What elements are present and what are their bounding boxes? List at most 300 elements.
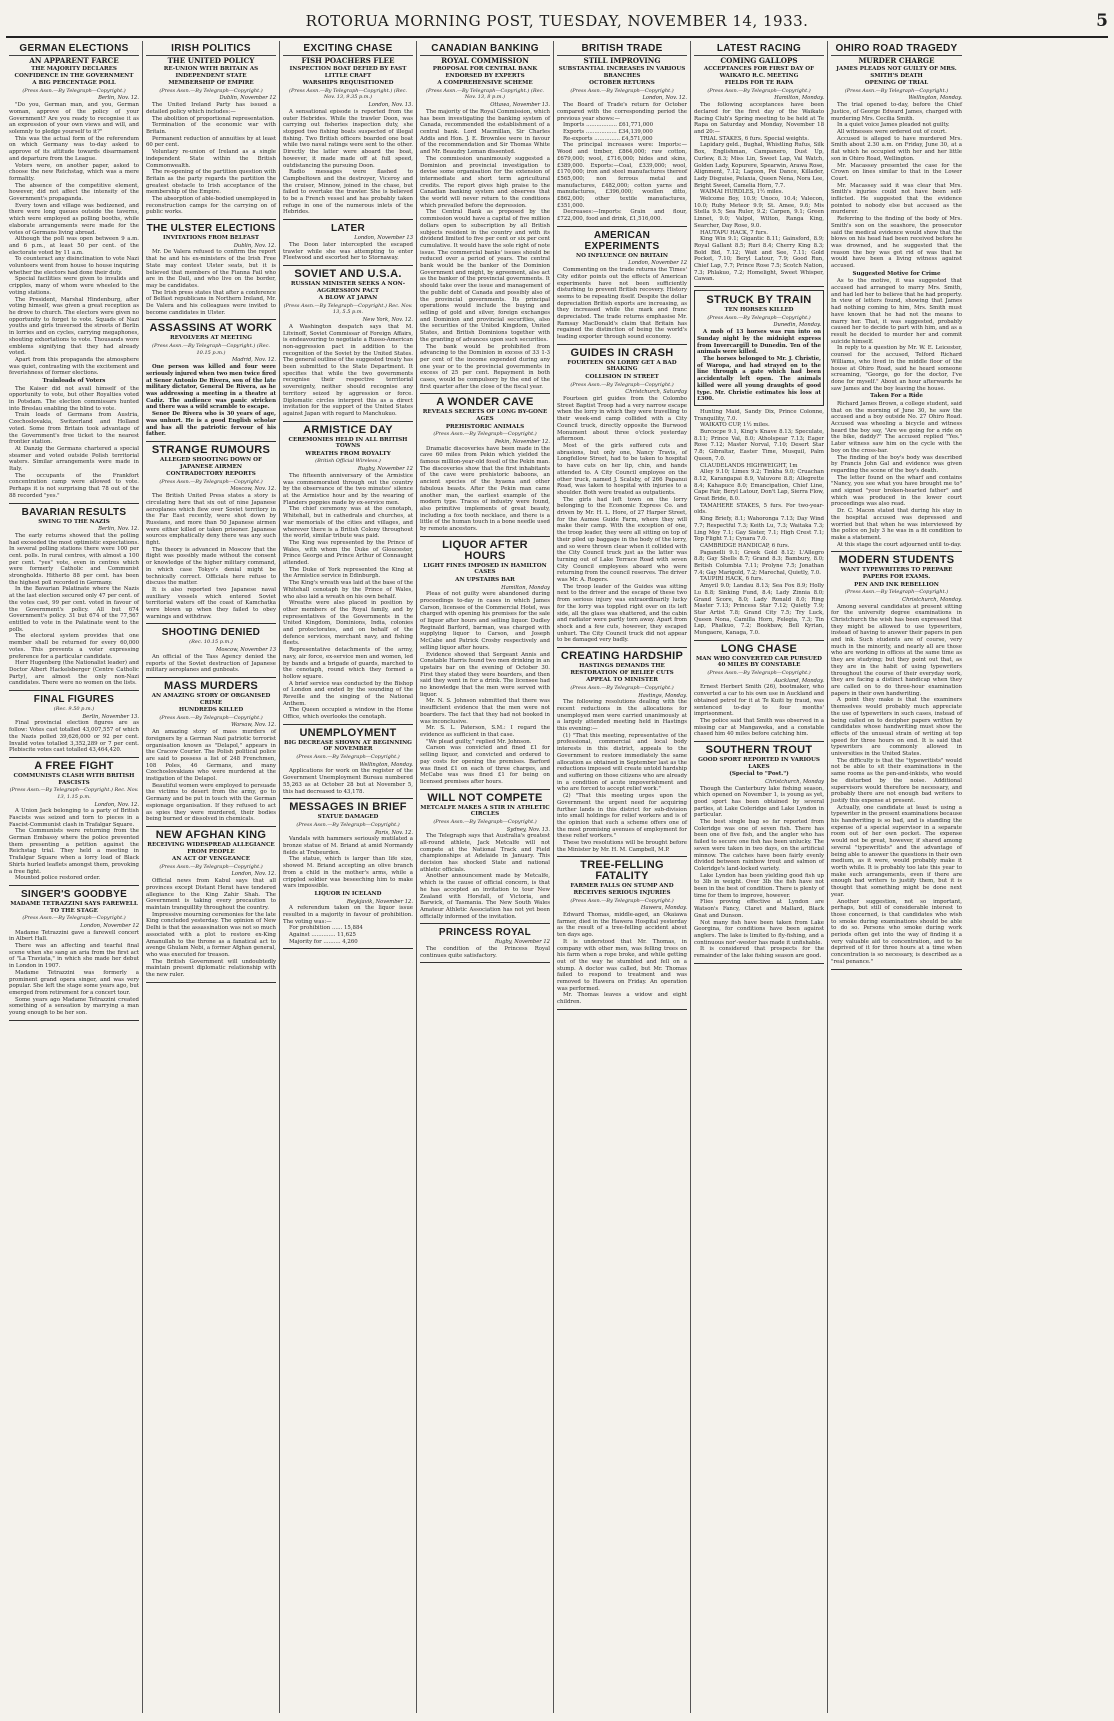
paragraph: One person was killed and four were seriously injured when two men twice fired at Senor Antonio De Rivera, son of the late military dictator, General De Rivera, as he was addressing a meeting in a theatre at Cadiz. The audience was panic stricken and there was a wild scramble to escape. <box>146 364 276 411</box>
article-deck: HUNDREDS KILLED <box>178 707 244 714</box>
paragraph: Vandals with hammers seriously mutilated a bronze statue of M. Briand at amid Normandy fields at Trebeurden. <box>283 836 413 856</box>
paragraph: The Queen occupied a window in the Home Office, which overlooks the cenotaph. <box>283 707 413 721</box>
article-deck: OCTOBER RETURNS <box>589 80 655 87</box>
article-deck: COMMUNISTS CLASH WITH BRITISH FASCISTS <box>13 772 135 786</box>
paragraph: The occupants of the Frankfort concentration camp were allowed to vote. Perhaps it is not surprising that 78 out of the 88 recorded "yes." <box>9 472 139 499</box>
article <box>9 761 139 886</box>
article-headline: LIQUOR AFTER HOURS <box>442 538 528 562</box>
article-body <box>694 409 824 637</box>
paragraph: Dr. C. Macon stated that during his stay in the hospital accused was depressed and worried but that when he was interviewed by the police on July 3 he was in a fit condition to make a statement. <box>831 508 962 541</box>
paragraph: It is considered that prospects for the remainder of the lake fishing season are good. <box>694 946 824 960</box>
paragraph: Edward Thomas, middle-aged, an Okaiawa farmer, died in the Hawera Hospital yesterday as the result of a tree-felling accident about ten days ago. <box>557 912 687 939</box>
article-dateline: London, Nov. 12. <box>642 95 687 102</box>
paragraph: The absorption of able-bodied unemployed in reconstruction camps for the carrying on of public works. <box>146 196 276 216</box>
article-body <box>557 267 687 341</box>
article-credit: (Press Assn.—By Telegraph—Copyright.) <box>159 478 263 485</box>
article-dateline: Rugby, November 12 <box>494 939 550 946</box>
article-credit: (Press Assn.—By Telegraph—Copyright.) Rec. Nov. 13, 5.5 p.m. <box>283 302 413 316</box>
paragraph: Decreases:—Imports: Grain and flour, £722,000, food and drink, £1,516,000. <box>557 209 687 223</box>
article-credit: (Press Assn.—By Telegraph—Copyright.) (Rec. 10.15 p.m.) <box>152 343 270 356</box>
paragraph: The following acceptances have been declared for the first day of the Waikato Racing Club's Spring meeting to be held at Te Rapa on Saturday and Monday, November 18 and 20:— <box>694 102 824 135</box>
article-deck: MEMBERSHIP OF EMPIRE <box>168 80 254 87</box>
paragraph: Evidence showed that Sergeant Annis and Constable Harris found two men drinking in an upstairs bar on the evening of October 30. First they stated they were boarders, and then said they went in for a drink. The licensee had no knowledge that the men were served with liquor. <box>420 651 550 698</box>
article-credit: (Press Assn.—By Telegraph—Copyright.) Rec. Nov. 13, 1.15 p.m. <box>9 787 139 800</box>
article <box>694 290 824 406</box>
section-subhead: Taken For a Ride <box>870 393 923 400</box>
article-body <box>420 109 550 391</box>
article-deck: INVITATIONS FROM BELFAST <box>162 235 260 242</box>
article-deck: SUBSTANTIAL INCREASES IN VARIOUS BRANCHES <box>558 66 686 79</box>
article-credit: (Press Assn.—By Telegraph—Copyright.) (Rec. Nov. 13, 9.35 p.m.) <box>289 87 407 101</box>
columns <box>6 41 1108 1713</box>
paragraph: Flies proving effective at Lyndon are Watson's Fancy, Claret and Mallard, Black Gnat and Dunson. <box>694 899 824 919</box>
article-credit: (Rec. 9.50 p.m.) <box>53 706 95 713</box>
paragraph: Lapidary geld., Bughal, Whistling Rufus, Silk Box, Englishman, Campanero, Dust Up, Curlew, 8.3; Miss Lin, Sweet Lap, Val Watch, Golden Lady, Kopurere, Spearwin, Arawa Rose, Alignment, 7.12; Lagoon, Poi Dance, Killader, Lady Disguise, Pelaxia, Queen Nena, Nora Lee, Bright Sweet, Camelia Horn, 7.7. <box>694 142 824 189</box>
article <box>146 223 276 320</box>
article-headline: FINAL FIGURES <box>33 694 115 706</box>
paragraph: An official of the Tass Agency denied the reports of the Soviet destruction of Japanese military aeroplanes and gunboats. <box>146 653 276 674</box>
article-dateline: Christchurch, Saturday <box>625 389 687 396</box>
article-credit: (Press Assn.—By Telegraph—Copyright.) <box>844 87 949 94</box>
article <box>831 555 962 969</box>
section-body <box>283 905 413 945</box>
column <box>554 41 691 1713</box>
article-body <box>283 109 413 216</box>
paragraph: The letter found on the wharf and contains "Nancy, you see what you have brought me to" and signed "your broken-hearted father" and which was produced in the lower court proceedings was also read. <box>831 474 962 508</box>
article-dateline: Hamilton, Monday <box>501 584 550 591</box>
paragraph: Senor De Rivera who is 30 years of age, was unhurt. He is a good English scholar and has all the patriotic fervour of his father. <box>146 411 276 438</box>
article-credit: (Press Assn.—By Telegraph—Copyright.) <box>159 863 263 870</box>
paragraph: Burcocpe 9.1, King's Knave 8.13; Speculate, 8.11; Prince Val, 8.0; Atholspear 7.13; Eager Rose 7.12; Master Norval, 7.10; Desert Star 7.8; Gibraltar, Easter Time, Musquil, Palm Queen, 7.0. <box>694 429 824 462</box>
article-headline: AMERICAN EXPERIMENTS <box>584 229 660 252</box>
article-deck: GOOD SPORT REPORTED IN VARIOUS LAKES <box>698 757 820 770</box>
paragraph: Actually, one candidate at least is using a typewriter in the present examinations because his handwriting is so bad, and is standing the expense of a special supervisor in a separate room out of her own pocket. The expense would not be great, however, if shared among several "typewritists" and the advantage of being able to answer the questions in their own medium, as it were, would probably make it worth while. It is probably too late this year to make such arrangements, even if there are enough bad writers to justify them, but it is thought that something might be done next year. <box>831 804 962 898</box>
paragraph: The British United Press states a story is circulating here that six out of nine Japanese aeroplanes which flew over Soviet territory in the Far East recently, were shot down by Russians, and more than 50 Japanese airmen were either killed or taken prisoner. Japanese sources emphatically deny there was any such fight. <box>146 493 276 547</box>
paragraph: Voluntary re-union of Ireland as a single independent State within the British Commonwealth. <box>146 149 276 169</box>
paragraph: For prohibition ...... 15,884 <box>289 925 363 932</box>
paragraph: TRIAL STAKES, 6 furs. Special weights. <box>700 135 809 142</box>
paragraph: Another announcement made by Metcalfe, which is the cause of official concern, is that he has accepted an invitation to tour New Zealand with Horsfall, of Victoria, and Barwick, of Tasmania. The New South Wales Amateur Athletic Association has not yet been officially informed of the invitation. <box>420 873 550 920</box>
paragraph: An amazing story of mass murders of foreigners by a German Nazi patriotic terrorist organisation known as "Delapol," appears in the Cracow Courier. The Polish political police are said to possess a list of 248 Frenchmen, 108 Poles, 46 Germans, and many Czechoslovakians who were murdered at the instigation of the Delapol. <box>146 729 276 783</box>
paragraph: The Telegraph says that Australia's greatest all-round athlete, Jack Metcalfe will not compete at the National Track and Field championships at Adelaide in January. This decision has shocked State and national athletic officials. <box>420 833 550 873</box>
article-dateline: Christchurch, Monday. <box>902 596 962 603</box>
paragraph: The troop leader of the Guides was sitting next to the driver and the escape of these two from serious injury was extraordinarily lucky for the lorry was toppled right over on its left side, all the glass was shattered, and the cabin and radiator were partly torn away. Apart from shock and a few cuts, however, they escaped unhurt. The City Council truck did not appear to be damaged very badly. <box>557 583 687 644</box>
paragraph: The British Government will undoubtedly maintain present diplomatic relationship with the new ruler. <box>146 958 276 979</box>
article-body <box>557 102 687 223</box>
article <box>9 889 139 1021</box>
article-headline: CANADIAN BANKING <box>431 43 539 54</box>
article-headline: LATEST RACING <box>716 43 802 54</box>
article-dateline: New York, Nov. 12. <box>362 317 413 324</box>
section-subhead: LIQUOR IN ICELAND <box>314 890 382 897</box>
section-dateline: Reykjavik, November 12. <box>346 898 413 905</box>
paragraph: Special facilities were given to invalids and cripples, many of whom were wheeled to the voting stations. <box>9 276 139 296</box>
article-headline: WILL NOT COMPETE <box>427 791 543 804</box>
paragraph: The majority of the Royal Commission, which has been investigating the banking system of Canada, recommended the establishment of a central bank. Lord Macmillan, Sir Charles Addis and Hon. J. E. Brownlee were in favour of the recommendation and Sir Thomas White and Mr. Beaudry Leman dissented. <box>420 108 550 156</box>
article-deck: APPEAL TO MINISTER <box>586 677 658 684</box>
article-credit: (British Official Wireless.) <box>315 458 381 465</box>
paragraph: In a quiet voice James pleaded not guilty. <box>837 122 950 129</box>
article-dateline: London, Nov. 12. <box>231 871 276 878</box>
article-deck: BIG DECREASE SHOWN AT BEGINNING OF NOVEMBER <box>284 739 412 753</box>
article-body <box>9 720 139 754</box>
paragraph: A sensational episode is reported from the outer Hebrides. While the trawler Doon, was carrying out fisheries inspection duty, she stopped two fishing boats suspected of illegal fishing. Two British officers boarded one boat while two naval ratings were sent to the other. Directly the latter were aboard the boat, however, it made made off at full speed, outdistancing the pursuing Doon. <box>283 108 413 169</box>
paragraph: As to the motive, it was suggested that accused had arranged to marry Mrs. Smith, and had led her to believe that he had property. In view of letters found, showing that James had nothing coming to him, Mrs. Smith must have known that he had not the means to marry her. That, it was suggested, probably caused her to decide to part with him, and as a result he decided to murder her and commit suicide himself. <box>831 278 962 345</box>
article-credit: (Press Assn.—By Telegraph—Copyright.) <box>22 87 126 94</box>
paragraph: The trial opened to-day, before the Chief Justice, of George Edward James, charged with murdering Mrs. Cecilia Smith. <box>831 102 962 122</box>
paragraph: The Central Bank as proposed by the commission would have a capital of five million dollars open to subscription by all British subjects resident in the country and with its dividend limited to five per cent or six per cent cumulative. It would have the sole right of note issue. The commercial banks' issues should be reduced over a period of years. The central bank would be the banker of the Dominion Government and might, by agreement, also act as the banker of the provincial governments. It should take over the issue and management of the public debt of Canada and possibly also of the provincial governments. Its principal operations would include the buying and selling of gold and silver, foreign exchanges and Dominion and provincial securities, also the securities of the United Kingdom, United States, and British Dominions together with the granting of advances upon such securities. <box>420 209 550 343</box>
article-subheadline: THE UNITED POLICY <box>146 55 276 65</box>
article <box>420 397 550 536</box>
article-deck: (Special to "Post.") <box>729 771 789 778</box>
article <box>694 745 824 964</box>
article <box>146 445 276 625</box>
paragraph: The King's wreath was laid at the base of the Whitehall cenotaph by the Prince of Wales, who also laid a wreath on his own behalf. <box>283 580 413 600</box>
article-dateline: Berlin, Nov. 12. <box>98 526 139 533</box>
article-body <box>9 930 139 1017</box>
article-credit: (Press Assn.—By Telegraph—Copyright.) <box>707 87 811 94</box>
paragraph: TAMAHERE STAKES, 5 furs. For two-year-olds. <box>694 502 824 516</box>
paragraph: Mr. S. L. Paterson, S.M.: I regard the evidence as sufficient in that case. <box>420 725 550 738</box>
article-body <box>146 249 276 316</box>
paragraph: King Win 9.1; Gigantic 8.11; Gainsford, 8.9; Royal Gallant 8.5; Ruri 8.4; Cherry King 8.3; Bold Bid, 7.12; Wait and See, 7.11; Gold Pocket, 7.10; Beryl Latour, 7.9; Good Run, Chief Lap, 7.7; Prince Rose 7.5; Scotch Nation, 7.3; Phlakuo, 7.2; Homelight, Sweet Whisper, Cawan. <box>694 236 824 283</box>
paragraph: Pleas of not guilty were abandoned during proceedings to-day in cases in which James Carson, licensee of the Commercial Hotel, was charged with opening his premises for the sale of liquor after hours and selling liquor. Dudley Reginald Barford, barman, was charged with supplying liquor to Carson, and Joseph McCabe and Patrick Crosby respectively and selling liquor after hours. <box>420 591 550 651</box>
article-subheadline: AN APPARENT FARCE <box>9 55 139 65</box>
paragraph: Termination of the economic war with Britain. <box>146 122 276 135</box>
paragraph: Alley 9.10; Limex 9.2; Tinkha 9.0; Cruachan 8.12, Karangapai 8.9, Valuvore 8.8; Allegrette 8.4; Kahapuce 8.0; Emancipation, Chief Line, Cape Fair, Beryl Latour, Don't Lap, Sierra Flow, Great Bride, 8.0. <box>694 469 824 503</box>
paragraph: The Irish press states that after a conference of Belfast republicans in Northern Ireland, Mr. De Valera and his colleagues were invited to become candidates in Ulster. <box>146 289 276 316</box>
paragraph: In reply to a question by Mr. W. E. Leicester, counsel for the accused, Telford Richard Williams, who lived in the middle floor of the house at Ohiro Road, said he heard someone screaming, "George, go for the doctor, I've done for myself." About an hour afterwards he saw James and the boy leaving the house. <box>831 345 962 392</box>
article-headline: A FREE FIGHT <box>34 759 114 772</box>
paragraph: It is understood that Mr. Thomas, in company with other men, was felling trees on his farm when a rope broke, and while getting out of the way he stumbled and fell on a stump. A doctor was called, but Mr. Thomas failed to respond to treatment and was removed to Hawera on Friday. An operation was performed. <box>557 938 687 992</box>
article <box>9 43 139 504</box>
paragraph: The horses belonged to Mr. J. Christie, of Waropa, and had strayed on to the line through a gate which had been accidentally left open. The animals killed were all young draughts of good type. Mr. Christie estimates his loss at £300. <box>697 355 821 403</box>
paragraph: Madame Tetrazzini gave a farewell concert in Albert Hall. <box>9 929 139 943</box>
article-deck: ALLEGED SHOOTING DOWN OF JAPANESE AIRMEN <box>160 456 262 470</box>
paragraph: Voters were, on another paper, asked to choose the new Reichstag, which was a mere formality. <box>9 162 139 182</box>
paragraph: Fourteen girl guides from the Colombo Street Baptist Troop had a very narrow escape when the lorry in which they were travelling to their week-end camp collided with a City Council truck, directly opposite the Burwood Monument about three o'clock yesterday afternoon. <box>557 396 687 443</box>
article-credit: (Press Assn.—By Telegraph—Copyright.) <box>296 754 400 761</box>
article-headline: SHOOTING DENIED <box>161 627 261 639</box>
article-dateline: Pekin, November 12. <box>494 438 550 445</box>
article-deck: FARMER FALLS ON STUMP AND RECEIVES SERIOUS INJURIES <box>570 883 674 897</box>
article-credit: (Press Assn.—By Telegraph—Copyright.) <box>844 589 949 596</box>
article-deck: CEREMONIES HELD IN ALL BRITISH TOWNS <box>288 436 408 450</box>
paragraph: Every town and village was bedizened, and there were long queues outside the taverns, which were employed as polling booths, while elaborate arrangements were made for the votes of Germans living abroad. <box>9 202 139 236</box>
article-dateline: Dublin, Nov. 12. <box>233 242 276 249</box>
paragraph: Majority for .......... 4,260 <box>289 938 358 945</box>
paragraph: Commenting on the trade returns the Times' City editor points out the effects of American experiments have not been sufficiently disturbing to prevent British recovery. History seems to be repeating itself. Despite the dollar depreciation British exports are increasing, as they increased while the mark and franc depreciated. The trade returns emphasise Mr. Ramsay MacDonald's claim that Britain has regained the distinction of being the world's leading exporter through sound economy. <box>557 267 687 341</box>
article <box>283 43 413 220</box>
paragraph: Though the Canterbury lake fishing season, which opened on November 1, is young as yet, good sport has been obtained by several parties, at Lake Coleridge and Lake Lyndon in particular. <box>694 785 824 819</box>
paragraph: HAUTAPU HACK, 7 furs. <box>700 229 768 236</box>
article-deck: REVOLVERS AT MEETING <box>169 335 253 342</box>
article-dateline: Dublin, November 12 <box>219 95 276 102</box>
article-credit: (Press Assn.—By Telegraph—Copyright.) <box>22 915 126 922</box>
article-body <box>9 808 139 882</box>
article-credit: (Press Assn.—By Telegraph—Copyright.) <box>707 670 811 676</box>
article-headline: ASSASSINS AT WORK <box>149 322 273 335</box>
article-credit: (Press Assn.—By Telegraph—Copyright.) <box>570 87 674 94</box>
article-headline: TREE-FELLING FATALITY <box>580 859 664 883</box>
article-dateline: London, November 13 <box>354 235 413 242</box>
paragraph: CAMBRIDGE HANDICAP, 6 furs. <box>700 542 790 549</box>
article-dateline: London, November 12 <box>80 922 139 929</box>
paragraph: At this stage the court adjourned until to-day. <box>837 541 962 548</box>
paragraph: Mr. N. S. Johnson submitted that there was insufficient evidence that the men were not boarders. The fact that they had not booked in was inconclusive. <box>420 698 550 725</box>
column <box>417 41 554 1713</box>
article <box>557 43 687 227</box>
masthead-title: ROTORUA MORNING POST, TUESDAY, NOVEMBER 14, 1933. <box>305 12 809 30</box>
article <box>420 540 550 790</box>
paragraph: The early returns showed that the polling had exceeded the most optimistic expectations. In several polling stations there were 100 per cent. polls. In rural centres, with almost a 100 per cent. "yes" vote, even in centres which were formerly Catholic and Communist strongholds. Hitherto 88 per cent. has been the highest poll recorded in Germany. <box>9 532 139 586</box>
paragraph: The absence of the competitive element, however, did not affect the intensity of the Government's propaganda. <box>9 182 139 203</box>
paragraph: Final provincial election figures are as follow: Votes cast totalled 43,007,557 of which the Nazis polled 39,626,000 or 92 per cent. Invalid votes totalled 3,352,289 or 7 per cent. Plebiscite votes cast totalled 43,464,420. <box>9 720 139 754</box>
article-body <box>9 102 139 377</box>
paragraph: A mob of 13 horses was run into on Sunday night by the midnight express from Invercargill to Dunedin. Ten of the animals were killed. <box>697 329 821 356</box>
paragraph: The police said that Smith was observed in a missing car at Mangaweka, and a constable chased him 40 miles before catching him. <box>694 717 824 738</box>
paragraph: Imports .................. £61,771,000 <box>563 122 654 129</box>
paragraph: The Communists were returning from the German Embassy where the police prevented them presenting a petition against the Reichstag trial. They held a meeting in Trafalgar Square when a lorry load of Black Shirts hurled leaflets amongst them, provoking a free fight. <box>9 828 139 875</box>
masthead <box>6 6 1108 38</box>
paragraph: To counteract any disinclination to vote Nazi volunteers went from house to house inquiring whether the electors had done their duty. <box>9 256 139 276</box>
article-dateline: Hastings, Monday. <box>638 692 687 699</box>
paragraph: The United Ireland Party has issued a detailed policy which includes:— <box>146 102 276 115</box>
article-body <box>283 473 413 721</box>
article <box>146 627 276 678</box>
paragraph: Against .............. 11,625 <box>289 932 356 939</box>
article-deck: SWING TO THE NAZIS <box>38 518 110 525</box>
article-dateline: London, Nov. 13. <box>368 102 413 109</box>
article-deck: A COMPREHENSIVE SCHEME <box>437 80 533 87</box>
article-body <box>420 946 550 959</box>
article-headline: LATER <box>330 223 366 235</box>
paragraph: Radio messages were flashed to Campbeltown and the destroyer, Viceroy and the cruiser, Minnow, joined in the chase, but failed to overtake the trawler. She is believed to be a French vessel and has probably taken refuge in one of the numerous inlets of the Hebrides. <box>283 169 413 216</box>
article <box>283 223 413 266</box>
article-deck: PREHISTORIC ANIMALS <box>445 423 525 430</box>
paragraph: The chief ceremony was at the cenotaph, Whitehall, but in cathedrals and churches, at war memorials of the cities and villages, and wherever there is a British Colony throughout the world, similar tribute was paid. <box>283 506 413 540</box>
article-headline: STRANGE RUMOURS <box>151 443 271 456</box>
paragraph: Train loads of Germans from Austria, Czechoslovakia, Switzerland and Holland voted. Some from Britain took advantage of the Government's free ticket to the nearest frontier station. <box>9 412 139 446</box>
paragraph: Another suggestion, not so important, perhaps, but still of considerable interest to those concerned, is that candidates who wish to smoke during examinations should be able to do so. Persons who smoke during work periods often get into the way of finding it a very valuable aid to concentration, and to be deprived of it for three hours at a time when concentration is so necessary, is described as a "real penance." <box>831 898 962 965</box>
article-dateline: Moscow, Nov. 12. <box>230 486 276 493</box>
article-dateline: Christchurch, Monday <box>765 778 824 785</box>
article-credit: (Press Assn.—By Telegraph—Copyright.) <box>570 684 674 691</box>
paragraph: Among several candidates at present sitting for the university degree examinations in Christchurch the wish has been expressed that they might be allowed to use typewriters, instead of having to answer their papers in pen and ink. Such students are of course, very much in the minority, and nearly all are those who are working in offices at the same time as they are studying; but they point out that, as they are in the habit of using typewriters throughout the course of their everyday work, they are facing a distinct handicap when they are called on to do three-hour examination papers in their own handwriting. <box>831 603 962 697</box>
article-subheadline: FISH POACHERS FLEE <box>283 55 413 65</box>
paragraph: The Board of Trade's return for October compared with the corresponding period the previous year shows:— <box>557 102 687 122</box>
article-deck: PEN AND INK REBELLION <box>854 581 939 588</box>
paragraph: Carson was convicted and fined £1 for selling liquor, and convicted and ordered to pay costs for opening the premises. Barford was fined £1 on each of three charges, and McCabe was was fined £1 for being on licensed premises after hours. <box>420 745 550 785</box>
article-dateline: Madrid, Nov. 12. <box>231 357 276 364</box>
paragraph: Most of the girls suffered cuts and abrasions, but only one, Nancy Travis, of Longfellow Street, had to be taken to hospital to have cuts on her lip, chin, and hands attended to. A City Council employee on the other truck, named J. Scalsby, of 266 Papanui Road, was taken to hospital with injuries to a shoulder. Both were treated as outpatients. <box>557 442 687 496</box>
article-body <box>146 654 276 674</box>
paragraph: Ernest Herbert Smith (26), bootmaker, who converted a car to his own use in Auckland and obtained petrol for it at Te Kuiti by fraud, was sentenced to-day to four months' imprisonment. <box>694 684 824 718</box>
article <box>557 651 687 857</box>
article-body <box>694 102 824 283</box>
article-deck: HASTINGS DEMANDS THE RESTORATION OF RELIEF CUTS <box>570 663 674 676</box>
article-dateline: Dunedin, Monday. <box>773 322 821 329</box>
article-dateline: Wellington, Monday. <box>359 761 413 768</box>
article-body <box>146 878 276 979</box>
article-body <box>831 102 962 270</box>
section-subhead: Suggested Motive for Crime <box>852 270 941 277</box>
paragraph: A Washington despatch says that M. Litvinoff, Soviet Commissar of Foreign Affairs, is endeavouring to negotiate a Russo-American non-aggression pact in addition to the recognition of the Soviet by the United States. The general outline of the suggested treaty has been submitted to the State Department. It specifies that while the two governments recognise their respective territorial sovereignty, neither should recognise any territory seized by aggression or force. Diplomatic circles interpret this as a direct invitation for the support of the United States against Japan with regard to Manchukuo. <box>283 323 413 417</box>
article-deck: METCALFE MAKES A STIR IN ATHLETIC CIRCLES <box>420 804 550 818</box>
article-headline: PRINCESS ROYAL <box>438 927 532 939</box>
paragraph: "Do you, German man, and you, German woman, approve of the policy of your Government? Are you ready to recognise it as an expression of your own views and will, and solemnly to pledge yourself to it?" <box>9 102 139 135</box>
paragraph: The bank would be prohibited from advancing to the Dominion in excess of 33 1-3 per cent of the income expended during any one year or to the provincial governments in excess of 25 per cent. Repayment in both cases, would be compulsory by the end of the first quarter after the close of the fiscal year. <box>420 343 550 390</box>
article-dateline: Paris, Nov. 12. <box>375 829 413 836</box>
article-deck: MAN WHO CONVERTED CAR PURSUED 40 MILES BY CONSTABLE <box>696 655 822 669</box>
article-deck: AN AMAZING STORY OF ORGANISED CRIME <box>151 692 271 706</box>
article-deck: TEN HORSES KILLED <box>724 307 794 314</box>
article-body <box>420 591 550 785</box>
paragraph: The President, Marshal Hindenburg, after voting himself, was given a great reception as he drove to church. The electors were given no opportunity to forget to vote. Squads of Nazi youths and girls traversed the streets of Berlin in lorries and on cycles, carrying megaphones, shouting exhortations to vote. Thousands wore emblems signifying that they had already voted. <box>9 296 139 357</box>
paragraph: Welcome Boy, 10.9; Unoco, 10.4; Valecon, 10.0; Ruby Meteor 9.9; St. Amee, 9.6; Mis Stella 9.5; Sea Ruler, 9.2; Carpen, 9.1; Green Linnet, 9.0; Valpol, Wilton, Ranga King, Searcher, Day Rose, 9.0. <box>694 196 824 229</box>
article-credit: (Press Assn.—By Telegraph—Copyright.) (Rec. Nov. 13, 8 p.m.) <box>426 87 544 101</box>
article <box>694 644 824 742</box>
article-body <box>283 324 413 418</box>
article-dateline: Hamilton, Monday. <box>774 95 824 102</box>
paragraph: The commission unanimously suggested a Dominion and provincial investigation to devise some organisation for the extension of intermediate and short term agricultural credits. The report gives high praise to the Canadian banking system and observes that the world will never return to the conditions which prevailed before the depression. <box>420 155 550 209</box>
paragraph: Referring to the finding of the body of Mrs. Smith's son on the seashore, the prosecutor said the medical evidence would show that the blows on his head had been received before he was drowned, and he suggested that the reason the boy was got rid of was that he would have been a living witness against accused. <box>831 216 962 270</box>
paragraph: The difficulty is that the "typewritists" would not be able to sit their examinations in the same rooms as the pen-and-inkists, who would be disturbed by the noise. Additional supervisors would therefore be necessary, and probably there are not enough bad writers to justify this expense at present. <box>831 757 962 804</box>
article <box>694 43 824 287</box>
article-subheadline: ROYAL COMMISSION <box>420 55 550 65</box>
paragraph: WAIKATO CUP, 1½ miles. <box>700 422 770 429</box>
article <box>146 830 276 983</box>
article-deck: AN ACT OF VENGEANCE <box>171 856 251 863</box>
article-deck: STATUE DAMAGED <box>317 814 379 821</box>
article-credit: (Press Assn.—By Telegraph—Copyright.) <box>433 431 537 438</box>
paragraph: The best single bag so far reported from Coleridge was one of seven fish. There has been one of five fish, and the angler who has failed to secure one fish has been unlucky. The seven were taken in two days, on the artificial minnow. The catches have been fairly evenly divided between rainbow trout and salmon of Coleridge's land-locked variety. <box>694 819 824 872</box>
article-credit: (Press Assn.—By Telegraph—Copyright.) <box>159 714 263 721</box>
article-headline: EXCITING CHASE <box>303 43 393 54</box>
paragraph: The following resolutions dealing with the recent reductions in the allocations for unemployed men were carried unanimously at a largely attended meeting held in Hastings this evening:— <box>557 699 687 733</box>
article-headline: A WONDER CAVE <box>436 396 534 409</box>
article-deck: INSPECTION BOAT DEFIED BY FAST LITTLE CRAFT <box>289 66 407 79</box>
article <box>9 694 139 758</box>
article-deck: ACCEPTANCES FOR FIRST DAY OF WAIKATO R.C. MEETING <box>703 66 815 79</box>
article-deck: RUSSIAN MINISTER SEEKS A NON-AGGRESSION PACT <box>290 280 406 294</box>
paragraph: A referendum taken on the liquor issue resulted in a majority in favour of prohibition. The voting was:— <box>283 905 413 925</box>
column <box>6 41 143 1713</box>
article-deck: CONTRADICTORY REPORTS <box>166 471 256 478</box>
article <box>146 323 276 441</box>
paragraph: These two resolutions will be brought before the Minister by Mr. H. M. Campbell, M.P. <box>557 840 687 853</box>
paragraph: The theory is advanced in Moscow that the flight was possibly made without the consent or knowledge of the higher military command, in which case Tokyo's denial might be technically correct. Officials here refuse to discuss the matter. <box>146 546 276 587</box>
article-deck: JAMES PLEADS NOT GUILTY OF MRS. SMITH'S DEATH <box>836 66 957 79</box>
article-dateline: Wellington, Monday. <box>908 95 962 102</box>
article-deck: A BIG PERCENTAGE POLL <box>32 80 116 87</box>
article-deck: THE MAJORITY DECLARES CONFIDENCE IN THE GOVERNMENT <box>14 66 134 79</box>
article-body <box>9 533 139 687</box>
paragraph: It is also reported two Japanese naval auxiliary vessels which entered Soviet territorial waters off the coast of Kamchatka were blown up when they failed to obey warnings and withdraw. <box>146 586 276 620</box>
paragraph: Impressive mourning ceremonies for the late King concluded yesterday. The opinion of New Delhi is that the assassination was not so much associated with a plot to restore ex-King Amanullah to the throne as a fanatical act to avenge Ghulam Nebi, a former Afghan general, who was executed for treason. <box>146 911 276 958</box>
paragraph: Representative detachments of the army, navy, air force, ex-service men and women, led by bands and a brigade of guards, marched to the cenotaph, round which they formed a hollow square. <box>283 647 413 680</box>
paragraph: Some years ago Madame Tetrazzini created something of a sensation by marrying a man young enough to be her son. <box>9 996 139 1017</box>
article <box>420 43 550 394</box>
paragraph: (1) "That this meeting, representative of the professional, commercial and local body interests in this district, appeals to the Government to restore immediately the same allocation as obtained in September last as the reductions imposed will create untold hardship and suffering on those citizens who are already in a condition of acute impoverishment and who are forced to accept relief work." <box>557 732 687 793</box>
article-body <box>694 786 824 960</box>
article-deck: PROPOSAL FOR CENTRAL BANK ENDORSED BY EXPERTS <box>432 66 538 79</box>
paragraph: There was an affecting and tearful final scene when she sang an aria from the first act of "La Traviata," in which she made her debut in London in 1907. <box>9 942 139 970</box>
paragraph: The abolition of proportional representation. <box>152 115 275 122</box>
paragraph: "We plead guilty," replied Mr. Johnson. <box>426 738 532 745</box>
article <box>831 43 962 552</box>
article-credit: (Press Assn.—By Telegraph—Copyright.) <box>433 818 537 825</box>
paragraph: The Duke of York represented the King at the Armistice service in Edinburgh. <box>283 566 413 580</box>
article <box>146 43 276 220</box>
article <box>283 802 413 949</box>
article-headline: LONG CHASE <box>720 642 798 655</box>
article <box>557 348 687 648</box>
paragraph: Exports .................. £34,139,000 <box>563 129 653 135</box>
article <box>557 230 687 345</box>
article-subheadline: MURDER CHARGE <box>831 55 962 65</box>
article-headline: SINGER'S GOODBYE <box>20 888 128 900</box>
article-headline: NEW AFGHAN KING <box>155 829 267 841</box>
paragraph: The Kaiser did not avail himself of the opportunity to vote, but other Royalties voted in Potsdam. The election commissars hunted into Breslau enabling the blind to vote. <box>9 385 139 412</box>
article-headline: SOUTHERN TROUT <box>705 744 813 757</box>
article-body <box>697 329 821 403</box>
paragraph: Beautiful women were employed to persuade the victims to desert from the army, go to Germany and be put in touch with the German espionage organisation. If they refused to act as spies they were murdered, their bodies being burned or dissolved in chemicals. <box>146 782 276 823</box>
article <box>420 793 550 925</box>
article-deck: OPENING OF TRIAL <box>864 80 929 87</box>
article <box>283 269 413 422</box>
section-body <box>831 401 962 548</box>
article-dateline: Hawera, Monday. <box>640 905 687 912</box>
article-body <box>146 364 276 438</box>
article-deck: WREATHS FROM ROYALTY <box>305 450 391 457</box>
paragraph: Accused is alleged to have murdered Mrs. Smith about 2.30 a.m. on Friday, June 30, at a flat which he occupied with her and her little son in Ohiro Road, Wellington. <box>831 135 962 162</box>
paragraph: Dramatic discoveries have been made in the cave 60 miles from Pekin which yielded the famous million-year-old fossil of the Pekin man. The discoveries show that the first inhabitants of the cave were prehistoric baboons, an ancient species of the hyaena and other fabulous beasts. After the Pekin man came another man, the earliest example of the modern type. Traces of industry were found, also primitive implements of great beauty, including a fox tooth necklace, and there is a little of the human touch in a bone needle used by remote ancestors. <box>420 445 550 533</box>
article-deck: FIELDS FOR TE RAPA <box>724 80 794 87</box>
paragraph: The finding of the boy's body was described by Francis John Gal and evidence was given regarding the scene of the boy's death. <box>831 454 962 474</box>
paragraph: The condition of the Princess Royal continues quite satisfactory. <box>420 946 550 959</box>
paragraph: The fifteenth anniversary of the Armistice was commemorated through out the country by the observance of the two minutes' silence at the Armistice hour and by the wearing of Flanders poppies made by ex-service men. <box>283 472 413 506</box>
article-credit: (Rec. 10.15 p.m.) <box>189 639 233 646</box>
article-deck: NO INFLUENCE ON BRITAIN <box>575 252 669 259</box>
article-dateline: Sydney, Nov. 13. <box>506 826 550 833</box>
article-deck: A BLOW AT JAPAN <box>318 295 378 302</box>
article-body <box>283 242 413 262</box>
paragraph: The statue, which is larger than life size, showed M. Briand accepting an olive branch from a child in the mother's arms, while a crippled soldier was beseeching him to make wars impossible. <box>283 856 413 890</box>
article-deck: FOURTEEN ON LORRY GET A BAD SHAKING <box>567 359 677 373</box>
paragraph: Richard James Brown, a college student, said that on the morning of June 30, he saw the accused and a boy outside No. 27 Ohiro Road. Accused was wheeling a bicycle and witness heard the boy say, "Are we going for a ride on the bike, daddy?" The accused replied "Yes." Later witness saw him on the cycle with the boy on the cross-bar. <box>831 400 962 454</box>
paragraph: Mr. Thomas leaves a widow and eight children. <box>557 992 687 1006</box>
article-dateline: Ottawa, November 13. <box>490 102 550 109</box>
paragraph: In the Bavarian Palatinate where the Nazis at the last election secured only 47 per cent. of the votes cast, 99 per cent. voted in favour of the Government's policy. All but 674 Government's policy. 31 but 674 of the 77,567 entitled to vote in the Palatinate went to the polls. <box>9 586 139 633</box>
paragraph: Mounted police restored order. <box>15 875 101 882</box>
article-deck: MADAME TETRAZZINI SAYS FAREWELL TO THE STAGE <box>10 900 138 914</box>
article-headline: GUIDES IN CRASH <box>570 346 674 359</box>
article-headline: CREATING HARDSHIP <box>560 650 684 663</box>
column <box>143 41 280 1713</box>
article-body <box>283 768 413 795</box>
article-headline: MASS MURDERS <box>163 679 259 692</box>
section-body <box>831 278 962 392</box>
paragraph: The electoral system provides that one member shall be returned for every 60,000 votes. This prevents a voter expressing preference for a particular candidate. <box>9 633 139 660</box>
article-credit: (Press Assn.—By Telegraph—Copyright.) <box>296 821 400 828</box>
article <box>420 927 550 963</box>
paragraph: All witnesses were ordered out of court. <box>837 129 947 135</box>
paragraph: Not many fish have been taken from Lake Georgina, for conditions have been against anglers. The lake is limited to fly-fishing, and a continuous nor'-wester has made it unfishable. <box>694 919 824 946</box>
article <box>9 507 139 691</box>
article-headline: MODERN STUDENTS <box>838 554 955 567</box>
section-body <box>9 386 139 500</box>
